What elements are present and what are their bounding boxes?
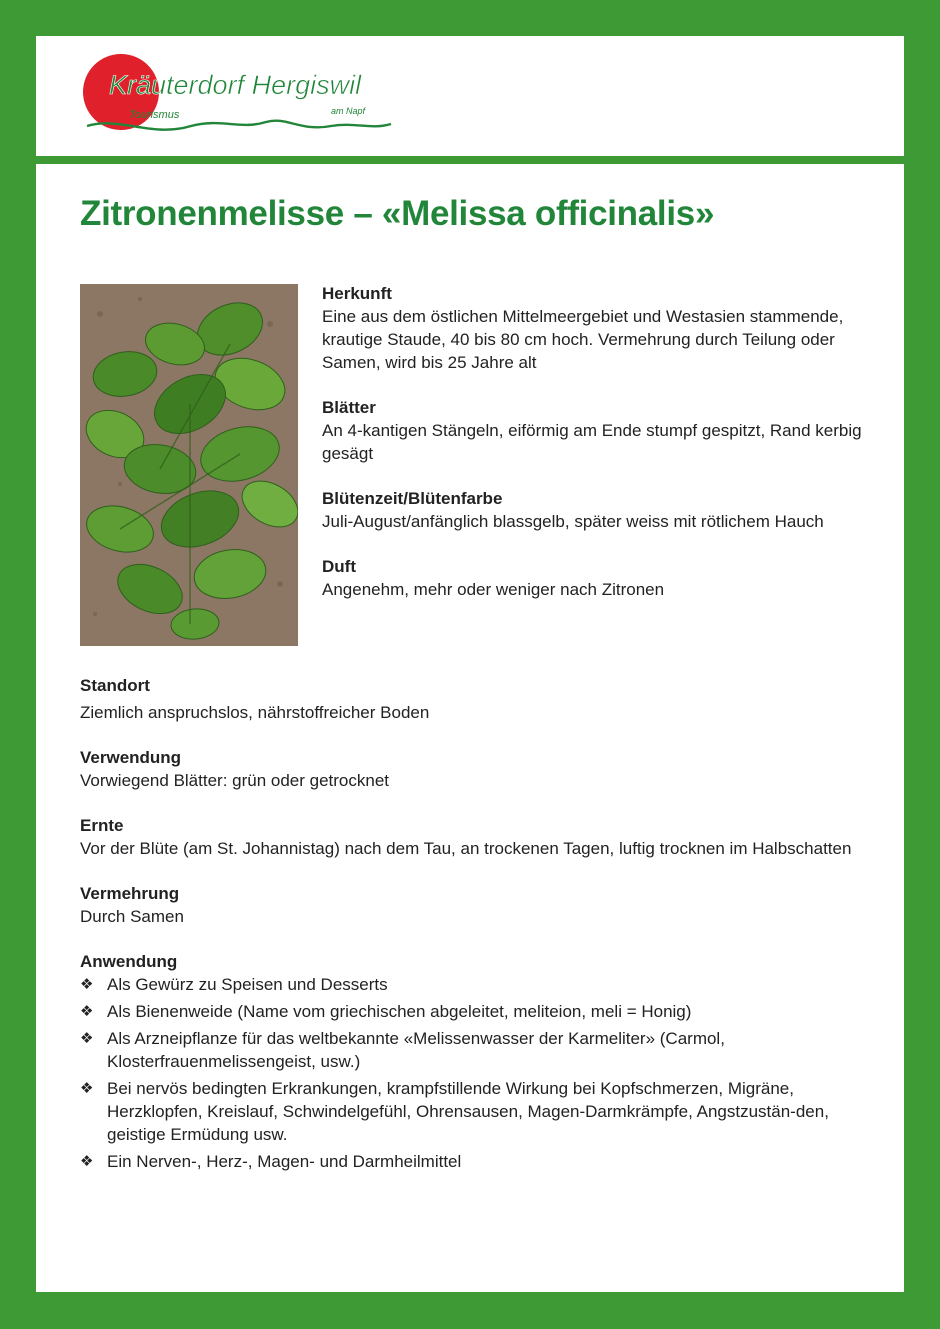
lower-sections — [80, 674, 870, 1195]
fact-label: Blütenzeit/Blütenfarbe — [322, 489, 503, 508]
logo-name: Kräuterdorf Hergiswil — [109, 70, 362, 100]
diamond-bullet-icon: ❖ — [80, 976, 94, 993]
section-text: Vorwiegend Blätter: grün oder getrocknet — [80, 771, 390, 790]
fact-label: Herkunft — [322, 284, 392, 303]
plant-facts — [322, 282, 882, 623]
section-ernte — [80, 814, 870, 860]
fact-text: Juli-August/anfänglich blassgelb, später weiss mit rötlichem Hauch — [322, 512, 824, 531]
fact-text: Angenehm, mehr oder weniger nach Zitronen — [322, 580, 665, 599]
plant-photo — [80, 284, 298, 646]
section-text: Ziemlich anspruchslos, nährstoffreicher Boden — [80, 703, 430, 722]
anwendung-list — [80, 973, 870, 1173]
kraeuterdorf-logo — [81, 50, 401, 140]
section-label: Ernte — [80, 816, 124, 835]
diamond-bullet-icon: ❖ — [80, 1003, 94, 1020]
list-item — [80, 1000, 870, 1023]
content-panel — [36, 164, 904, 1292]
section-verwendung — [80, 746, 870, 792]
fact-blaetter — [322, 396, 882, 465]
list-item-text: Als Bienenweide (Name vom griechischen abgeleitet, meliteion, meli = Honig) — [107, 1002, 692, 1021]
fact-duft — [322, 555, 882, 601]
logo-sub-right: am Napf — [331, 106, 366, 116]
section-vermehrung — [80, 882, 870, 928]
list-item-text: Als Gewürz zu Speisen und Desserts — [107, 975, 388, 994]
fact-bluetezeit — [322, 487, 882, 533]
list-item-text: Als Arzneipflanze für das weltbekannte «Melissenwasser der Karmeliter» (Carmol, Klosterfrauenmelissengeist, usw.) — [107, 1029, 725, 1071]
section-anwendung — [80, 950, 870, 1173]
fact-label: Duft — [322, 557, 356, 576]
section-label: Anwendung — [80, 952, 178, 971]
diamond-bullet-icon: ❖ — [80, 1030, 94, 1047]
fact-herkunft — [322, 282, 882, 374]
diamond-bullet-icon: ❖ — [80, 1080, 94, 1097]
list-item-text: Ein Nerven-, Herz-, Magen- und Darmheilmittel — [107, 1152, 462, 1171]
section-text: Durch Samen — [80, 907, 184, 926]
fact-text: An 4-kantigen Stängeln, eiförmig am Ende stumpf gespitzt, Rand kerbig gesägt — [322, 421, 862, 463]
section-text: Vor der Blüte (am St. Johannistag) nach dem Tau, an trockenen Tagen, luftig trocknen im Halbschatten — [80, 839, 852, 858]
section-label: Standort — [80, 676, 150, 695]
section-label: Vermehrung — [80, 884, 180, 903]
diamond-bullet-icon: ❖ — [80, 1153, 94, 1170]
section-label: Verwendung — [80, 748, 182, 767]
header-panel — [36, 36, 904, 156]
list-item — [80, 973, 870, 996]
logo-sub-left: Tourismus — [129, 109, 180, 121]
fact-label: Blätter — [322, 398, 376, 417]
fact-text: Eine aus dem östlichen Mittelmeergebiet und Westasien stammende, krautige Staude, 40 bis 80 cm hoch. Vermehrung durch Teilung oder Samen, wird bis 25 Jahre alt — [322, 307, 844, 372]
section-standort — [80, 674, 870, 724]
melissa-plant-icon — [80, 284, 298, 646]
list-item — [80, 1077, 870, 1146]
list-item-text: Bei nervös bedingten Erkrankungen, krampfstillende Wirkung bei Kopfschmerzen, Migräne, Herzklopfen, Kreislauf, Schwindelgefühl, Ohrensausen, Magen-Darmkrämpfe, Angstzustän-den, geistige Ermüdung usw. — [107, 1079, 829, 1144]
list-item — [80, 1150, 870, 1173]
page-title: Zitronenmelisse – «Melissa officinalis» — [80, 194, 715, 233]
list-item — [80, 1027, 870, 1073]
